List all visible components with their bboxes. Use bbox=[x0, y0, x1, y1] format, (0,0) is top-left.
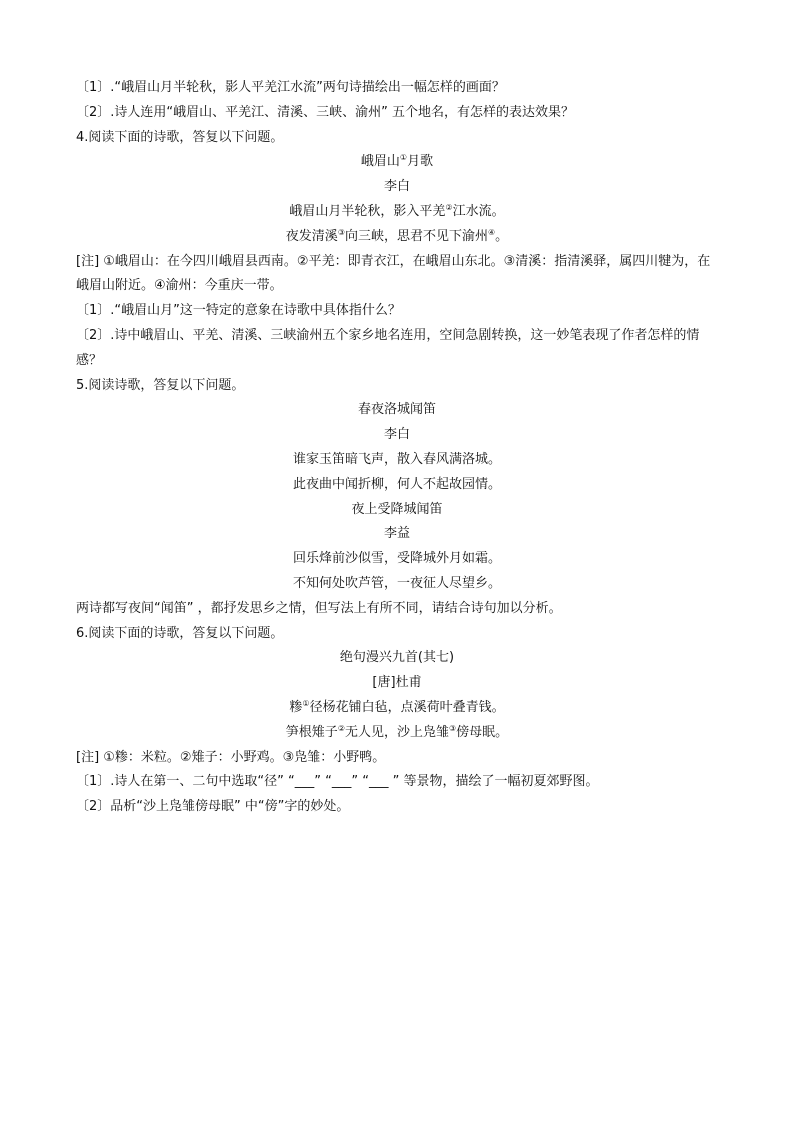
footnote-marker: ④ bbox=[488, 227, 496, 237]
poem-1-line-2-b: 向三峡，思君不见下渝州 bbox=[344, 228, 488, 244]
poem-4-line-2 bbox=[76, 721, 718, 746]
question-3-2: 〔2〕.诗人连用“峨眉山、平羌江、清溪、三峡、渝州” 五个地名，有怎样的表达效果？ bbox=[76, 104, 575, 120]
question-4-1: 〔1〕.“峨眉山月”这一特定的意象在诗歌中具体指什么？ bbox=[76, 303, 401, 319]
question-6-2: 〔2〕品析“沙上凫雏傍母眠” 中“傍”字的妙处。 bbox=[76, 799, 350, 815]
poem-1-title bbox=[76, 150, 718, 175]
poem-3-line-2: 不知何处吹芦管，一夜征人尽望乡。 bbox=[292, 575, 501, 591]
poem-3-author: 李益 bbox=[383, 526, 410, 542]
poem-1-note: [注] ①峨眉山：在今四川峨眉县西南。②平羌：即青衣江，在峨眉山东北。③清溪：指清溪驿，属四川犍为，在峨眉山附近。④渝州：今重庆一带。 bbox=[76, 253, 711, 294]
footnote-marker: ③ bbox=[449, 723, 457, 733]
section-5-heading: 5.阅读诗歌，答复以下问题。 bbox=[76, 377, 245, 393]
poem-1-title-b: 月歌 bbox=[407, 154, 434, 170]
poem-1-line-1-b: 江水流。 bbox=[452, 203, 505, 219]
poem-1-author: 李白 bbox=[383, 179, 410, 195]
poem-4-line-2-c: 傍母眠。 bbox=[456, 724, 509, 740]
poem-4-note: [注] ①糁：米粒。②雉子：小野鸡。③凫雏：小野鸭。 bbox=[76, 749, 386, 765]
footnote-marker: ③ bbox=[337, 227, 345, 237]
question-6-1: 〔1〕.诗人在第一、二句中选取“径” “___” “___” “___ ” 等景物，描绘了一幅初夏郊野图。 bbox=[76, 774, 599, 790]
poem-1-line-1-a: 峨眉山月半轮秋，影入平羌 bbox=[289, 203, 446, 219]
document-page bbox=[76, 76, 718, 820]
question-3-1: 〔1〕.“峨眉山月半轮秋，影人平羌江水流”两句诗描绘出一幅怎样的画面？ bbox=[76, 80, 505, 95]
footnote-marker: ② bbox=[337, 723, 345, 733]
poem-3-line-1: 回乐烽前沙似雪，受降城外月如霜。 bbox=[292, 551, 501, 567]
poem-1-line-2-c: 。 bbox=[495, 228, 509, 244]
footnote-marker: ① bbox=[302, 698, 310, 708]
poem-2-line-1: 谁家玉笛暗飞声，散入春风满洛城。 bbox=[292, 451, 501, 467]
poem-4-line-1-b: 径杨花铺白毡，点溪荷叶叠青钱。 bbox=[309, 699, 505, 715]
poem-4-title: 绝句漫兴九首(其七) bbox=[339, 650, 455, 666]
poem-1-title-a: 峨眉山 bbox=[360, 154, 400, 170]
poem-1-line-2-a: 夜发清溪 bbox=[285, 228, 338, 244]
poem-4-line-2-b: 无人见，沙上凫雏 bbox=[344, 724, 449, 740]
question-4-2: 〔2〕.诗中峨眉山、平羌、清溪、三峡渝州五个家乡地名连用，空间急剧转换，这一妙笔表现了作者怎样的情感？ bbox=[76, 327, 700, 368]
footnote-marker: ① bbox=[399, 153, 408, 163]
section-6-heading: 6.阅读下面的诗歌，答复以下问题。 bbox=[76, 625, 284, 641]
poem-3-title: 夜上受降城闻笛 bbox=[351, 501, 443, 517]
poem-4-line-1-a: 糁 bbox=[289, 699, 303, 715]
poem-2-author: 李白 bbox=[383, 427, 410, 443]
footnote-marker: ② bbox=[445, 202, 453, 212]
poem-1-line-2 bbox=[76, 225, 718, 250]
poem-1-line-1 bbox=[76, 200, 718, 225]
poem-2-title: 春夜洛城闻笛 bbox=[357, 402, 436, 418]
poem-4-author: [唐]杜甫 bbox=[372, 675, 422, 691]
section-4-heading: 4.阅读下面的诗歌，答复以下问题。 bbox=[76, 129, 284, 145]
poem-2-line-2: 此夜曲中闻折柳，何人不起故园情。 bbox=[292, 476, 501, 492]
poem-4-line-2-a: 笋根雉子 bbox=[285, 724, 338, 740]
poem-4-line-1 bbox=[76, 696, 718, 721]
question-5: 两诗都写夜间“闻笛” ，都抒发思乡之情，但写法上有所不同，请结合诗句加以分析。 bbox=[76, 600, 562, 616]
